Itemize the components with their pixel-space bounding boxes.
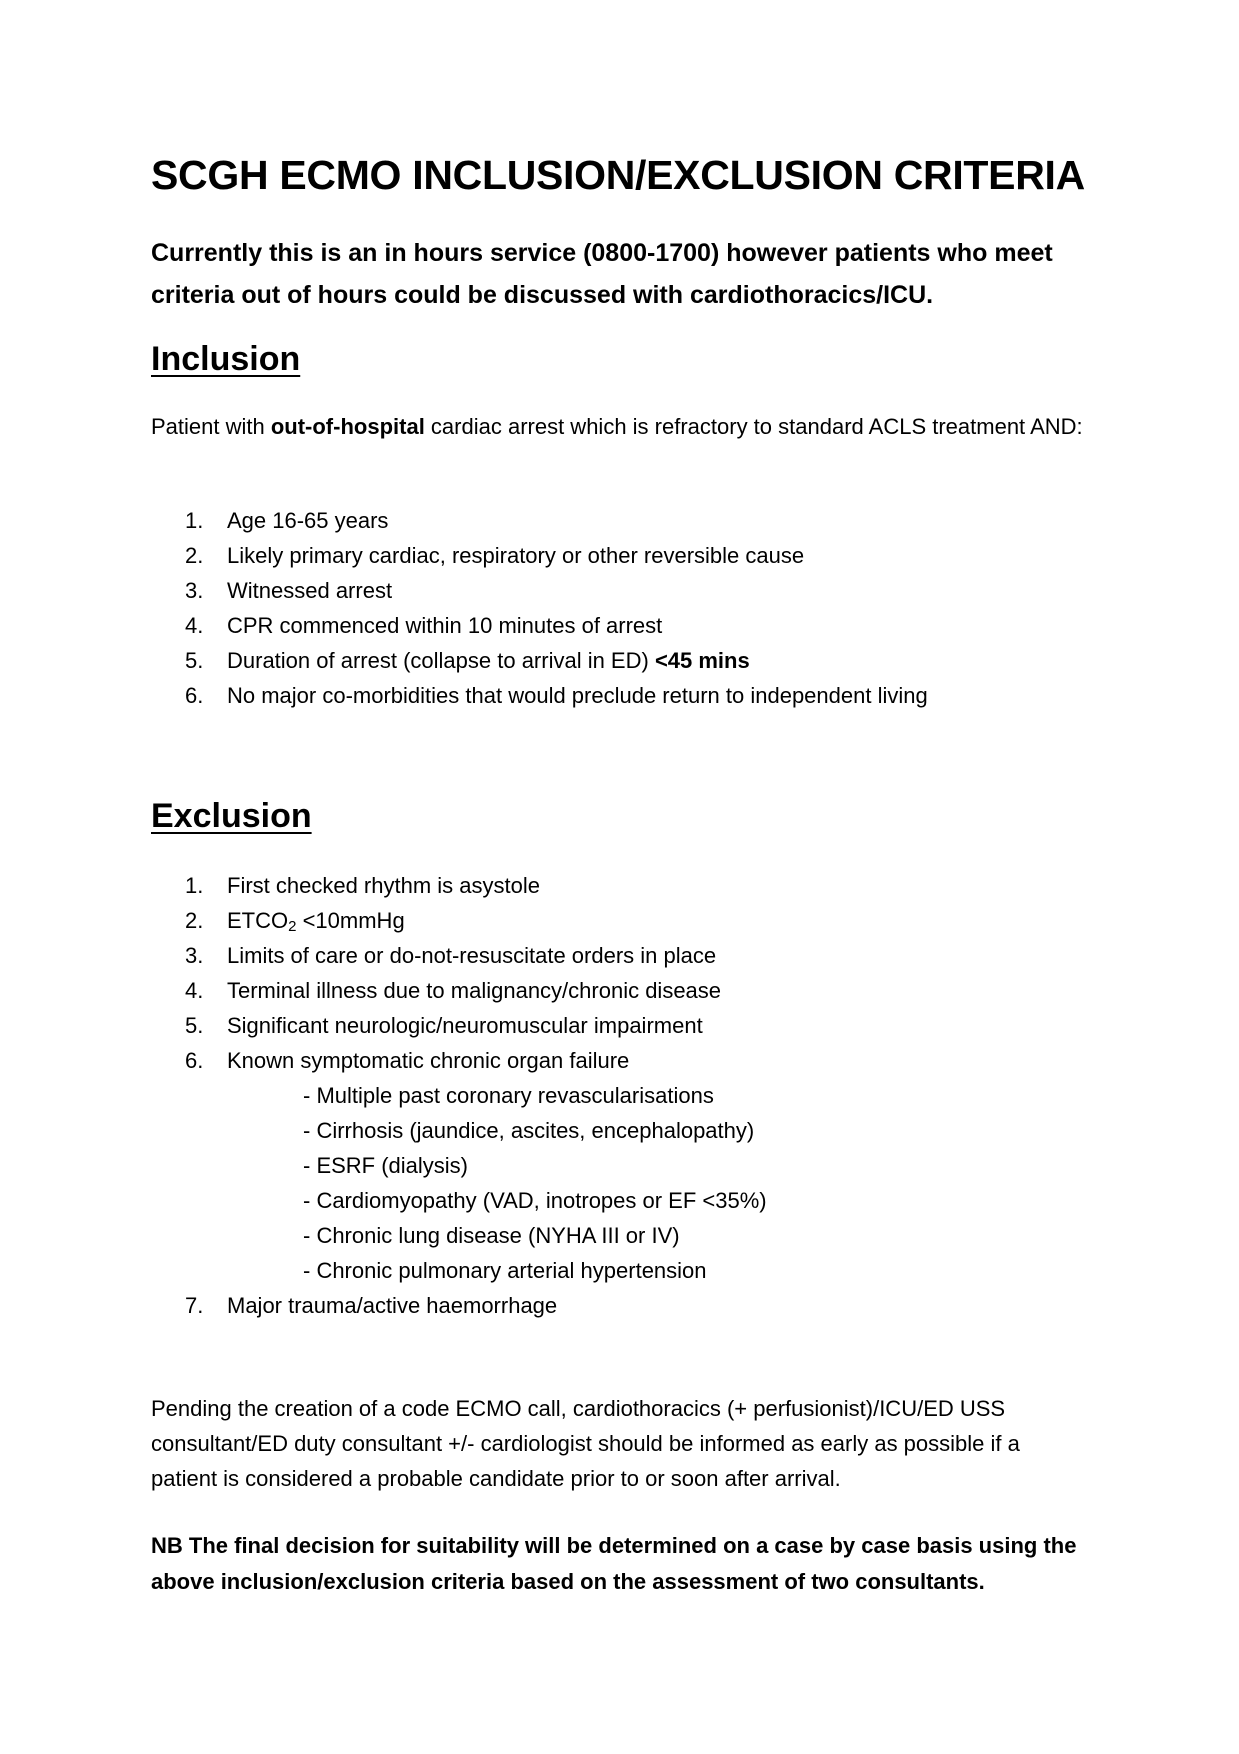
subitem-text: - ESRF (dialysis): [303, 1153, 469, 1178]
inclusion-intro-post: cardiac arrest which is refractory to standard ACLS treatment AND:: [424, 414, 1083, 439]
inclusion-item: [151, 608, 1091, 643]
etco2-subscript: 2: [288, 918, 297, 935]
item-text: No major co-morbidities that would preclude return to independent living: [227, 683, 928, 708]
item-text: CPR commenced within 10 minutes of arrest: [227, 613, 663, 638]
etco2-label: ETCO: [227, 908, 289, 933]
item-number: 5.: [185, 1013, 204, 1038]
item-number: 4.: [185, 978, 204, 1003]
inclusion-item: [151, 503, 1091, 538]
item-text: Likely primary cardiac, respiratory or other reversible cause: [227, 543, 805, 568]
exclusion-item: [151, 903, 1091, 938]
item-text: Witnessed arrest: [227, 578, 393, 603]
item-number: 2.: [185, 908, 204, 933]
inclusion-item: [151, 643, 1091, 678]
exclusion-subitem: [151, 1253, 1091, 1288]
service-hours-notice: Currently this is an in hours service (0800-1700) however patients who meet criteria out of hours could be discussed with cardiothoracics/ICU.: [151, 239, 1053, 309]
inclusion-intro-bold: out-of-hospital: [270, 414, 425, 439]
pending-note: Pending the creation of a code ECMO call, cardiothoracics (+ perfusionist)/ICU/ED USS consultant/ED duty consultant +/- cardiologist should be informed as early as possible if a patient is considered a probable candidate prior to or soon after arrival.: [151, 1396, 1020, 1491]
item-text: [227, 903, 405, 938]
subitem-text: - Chronic pulmonary arterial hypertension: [303, 1258, 707, 1283]
item-number: 1.: [185, 873, 204, 898]
inclusion-list: [151, 503, 1091, 713]
exclusion-heading: Exclusion: [151, 797, 312, 835]
inclusion-item: [151, 678, 1091, 713]
exclusion-subitem: [151, 1218, 1091, 1253]
exclusion-item: [151, 938, 1091, 973]
etco2-threshold: <10mmHg: [296, 908, 405, 933]
item-number: 7.: [185, 1293, 204, 1318]
item-text: Limits of care or do-not-resuscitate orders in place: [227, 943, 717, 968]
subitem-text: - Cirrhosis (jaundice, ascites, encephalopathy): [303, 1118, 755, 1143]
item-text-bold: <45 mins: [654, 648, 750, 673]
item-number: 1.: [185, 508, 204, 533]
exclusion-item: [151, 973, 1091, 1008]
item-text: Major trauma/active haemorrhage: [227, 1293, 558, 1318]
item-text: First checked rhythm is asystole: [227, 873, 540, 898]
exclusion-item: [151, 1008, 1091, 1043]
item-text: Age 16-65 years: [227, 508, 389, 533]
document-title: SCGH ECMO INCLUSION/EXCLUSION CRITERIA: [151, 152, 1085, 198]
exclusion-subitem: [151, 1183, 1091, 1218]
item-number: 5.: [185, 648, 204, 673]
item-number: 6.: [185, 683, 204, 708]
inclusion-intro: [151, 409, 1091, 444]
item-text: [227, 643, 750, 678]
item-text: Known symptomatic chronic organ failure: [227, 1048, 630, 1073]
subitem-text: - Cardiomyopathy (VAD, inotropes or EF <35%): [303, 1188, 767, 1213]
exclusion-list: [151, 868, 1091, 1323]
exclusion-subitem: [151, 1113, 1091, 1148]
item-number: 6.: [185, 1048, 204, 1073]
exclusion-subitem: [151, 1148, 1091, 1183]
item-number: 2.: [185, 543, 204, 568]
exclusion-subitem: [151, 1078, 1091, 1113]
inclusion-item: [151, 538, 1091, 573]
item-text-plain: Duration of arrest (collapse to arrival in ED): [227, 648, 655, 673]
item-number: 4.: [185, 613, 204, 638]
exclusion-item: [151, 1043, 1091, 1078]
item-number: 3.: [185, 578, 204, 603]
subitem-text: - Multiple past coronary revascularisations: [303, 1083, 714, 1108]
exclusion-item: [151, 868, 1091, 903]
item-text: Significant neurologic/neuromuscular impairment: [227, 1013, 703, 1038]
item-text: Terminal illness due to malignancy/chronic disease: [227, 978, 722, 1003]
item-number: 3.: [185, 943, 204, 968]
subitem-text: - Chronic lung disease (NYHA III or IV): [303, 1223, 680, 1248]
exclusion-item: [151, 1288, 1091, 1323]
inclusion-heading: Inclusion: [151, 340, 301, 378]
nb-note: NB The final decision for suitability will be determined on a case by case basis using the above inclusion/exclusion criteria based on the assessment of two consultants.: [151, 1533, 1077, 1594]
inclusion-item: [151, 573, 1091, 608]
inclusion-intro-pre: Patient with: [151, 414, 271, 439]
